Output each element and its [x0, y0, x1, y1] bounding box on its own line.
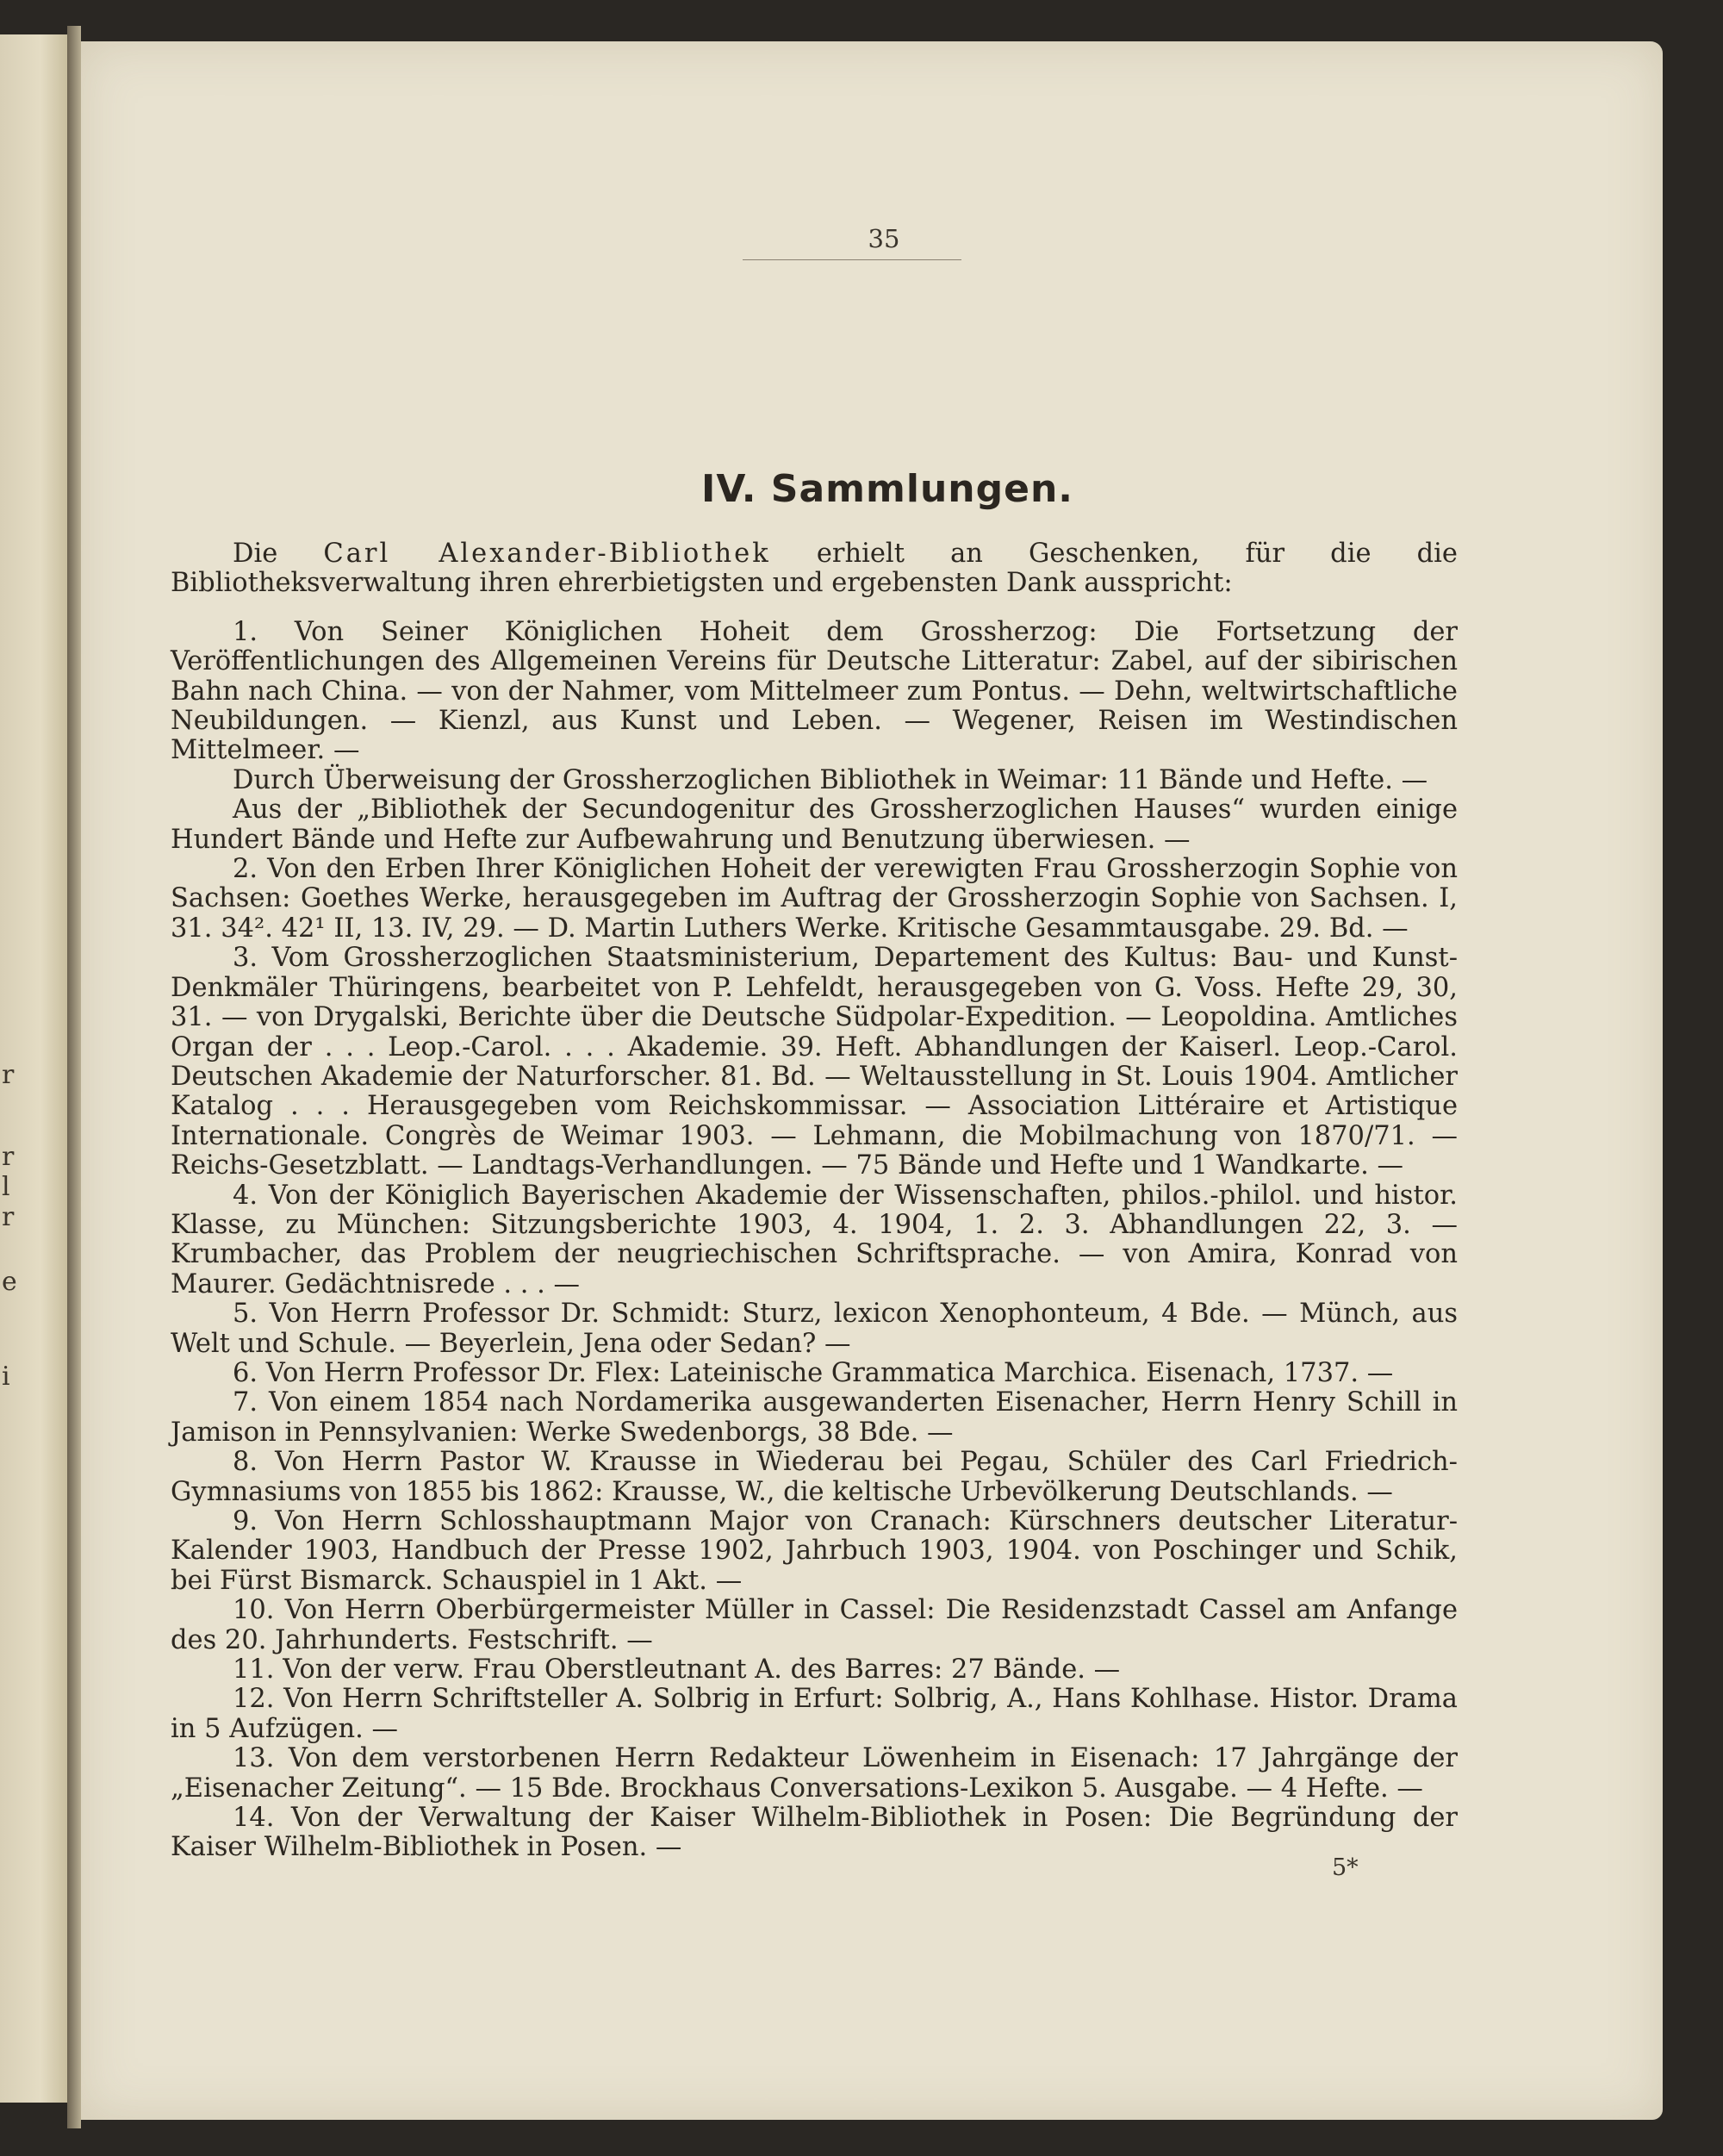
list-item: 1. Von Seiner Königlichen Hoheit dem Grossherzog: Die Fortsetzung der Veröffentlichungen des Allgemeinen Vereins für Deutsche Litteratur: Zabel, auf der sibirischen Bahn nach China. — von der Nahmer, vom Mittelmeer zum Pontus. — Dehn, weltwirtschaftliche Neubildungen. — Kienzl, aus Kunst und Leben. — Wegener, Reisen im Westindischen Mittelmeer. —: [171, 616, 1458, 766]
list-item: 11. Von der verw. Frau Oberstleutnant A. des Barres: 27 Bände. —: [233, 1654, 1121, 1686]
list-item: Durch Überweisung der Grossherzoglichen Bibliothek in Weimar: 11 Bände und Hefte. —: [233, 764, 1428, 795]
page-number: 35: [868, 224, 900, 253]
list-item: 2. Von den Erben Ihrer Königlichen Hoheit der verewigten Frau Grossherzogin Sophie von Sachsen: Goethes Werke, herausgegeben im Auftrag der Grossherzogin Sophie von Sachsen. I, 31. 34². 42¹ II, 13. IV, 29. — D. Martin Luthers Werke. Kritische Gesammtausgabe. 29. Bd. —: [171, 854, 1458, 944]
facing-page-fragment: i: [2, 1362, 10, 1392]
header-rule: [743, 259, 961, 260]
facing-page-fragment: l: [2, 1172, 10, 1202]
list-item: 8. Von Herrn Pastor W. Krausse in Wiederau bei Pegau, Schüler des Carl Friedrich-Gymnasiums von 1855 bis 1862: Krausse, W., die keltische Urbevölkerung Deutschlands. —: [171, 1447, 1458, 1507]
facing-page-edge: [0, 34, 70, 2103]
list-item: Aus der „Bibliothek der Secundogenitur des Grossherzoglichen Hauses“ wurden einige Hundert Bände und Hefte zur Aufbewahrung und Benutzung überwiesen. —: [171, 794, 1458, 855]
list-item: 3. Vom Grossherzoglichen Staatsministerium, Departement des Kultus: Bau- und Kunst-Denkmäler Thüringens, bearbeitet von P. Lehfeldt, herausgegeben von G. Voss. Hefte 29, 30, 31. — von Drygalski, Berichte über die Deutsche Südpolar-Expedition. — Leopoldina. Amtliches Organ der . . . Leop.-Carol. . . . Akademie. 39. Heft. Abhandlungen der Kaiserl. Leop.-Carol. Deutschen Akademie der Naturforscher. 81. Bd. — Weltausstellung in St. Louis 1904. Amtlicher Katalog . . . Herausgegeben vom Reichskommissar. — Association Littéraire et Artistique Internationale. Congrès de Weimar 1903. — Lehmann, die Mobilmachung von 1870/71. — Reichs-Gesetzblatt. — Landtags-Verhandlungen. — 75 Bände und Hefte und 1 Wandkarte. —: [171, 943, 1458, 1181]
list-item: 9. Von Herrn Schlosshauptmann Major von Cranach: Kürschners deutscher Literatur-Kalender 1903, Handbuch der Presse 1902, Jahrbuch 1903, 1904. von Poschinger und Schik, bei Fürst Bismarck. Schauspiel in 1 Akt. —: [171, 1506, 1458, 1596]
intro-paragraph: [171, 539, 1458, 599]
library-name: Carl Alexander-Bibliothek: [323, 539, 771, 569]
section-heading: IV. Sammlungen.: [701, 467, 1073, 511]
facing-page-fragment: e: [2, 1267, 17, 1297]
list-item: 10. Von Herrn Oberbürgermeister Müller in Cassel: Die Residenzstadt Cassel am Anfange des 20. Jahrhunderts. Festschrift. —: [171, 1595, 1458, 1655]
list-item: 5. Von Herrn Professor Dr. Schmidt: Sturz, lexicon Xenophonteum, 4 Bde. — Münch, aus Welt und Schule. — Beyerlein, Jena oder Sedan? —: [171, 1299, 1458, 1359]
body-text: [171, 539, 1458, 1863]
book-gutter: [67, 26, 81, 2128]
intro-lead: Die: [233, 539, 278, 569]
intro-rest: erhielt an Geschenken, für die die Bibliotheksverwaltung ihren ehrerbietigsten und ergebensten Dank ausspricht:: [171, 539, 1458, 599]
facing-page-fragment: r: [2, 1202, 15, 1232]
facing-page-fragment: r: [2, 1060, 15, 1090]
signature-mark: 5*: [1332, 1854, 1359, 1881]
list-item: 6. Von Herrn Professor Dr. Flex: Lateinische Grammatica Marchica. Eisenach, 1737. —: [233, 1357, 1394, 1388]
list-item: 12. Von Herrn Schriftsteller A. Solbrig in Erfurt: Solbrig, A., Hans Kohlhase. Histor. Drama in 5 Aufzügen. —: [171, 1684, 1458, 1744]
list-item: 14. Von der Verwaltung der Kaiser Wilhelm-Bibliothek in Posen: Die Begründung der Kaiser Wilhelm-Bibliothek in Posen. —: [171, 1803, 1458, 1863]
facing-page-fragment: r: [2, 1142, 15, 1172]
list-item: 7. Von einem 1854 nach Nordamerika ausgewanderten Eisenacher, Herrn Henry Schill in Jamison in Pennsylvanien: Werke Swedenborgs, 38 Bde. —: [171, 1387, 1458, 1448]
list-item: 13. Von dem verstorbenen Herrn Redakteur Löwenheim in Eisenach: 17 Jahrgänge der „Eisenacher Zeitung“. — 15 Bde. Brockhaus Conversations-Lexikon 5. Ausgabe. — 4 Hefte. —: [171, 1743, 1458, 1804]
list-item: 4. Von der Königlich Bayerischen Akademie der Wissenschaften, philos.-philol. und histor. Klasse, zu München: Sitzungsberichte 1903, 4. 1904, 1. 2. 3. Abhandlungen 22, 3. — Krumbacher, das Problem der neugriechischen Schriftsprache. — von Amira, Konrad von Maurer. Gedächtnisrede . . . —: [171, 1180, 1458, 1299]
document-page: [81, 41, 1663, 2120]
